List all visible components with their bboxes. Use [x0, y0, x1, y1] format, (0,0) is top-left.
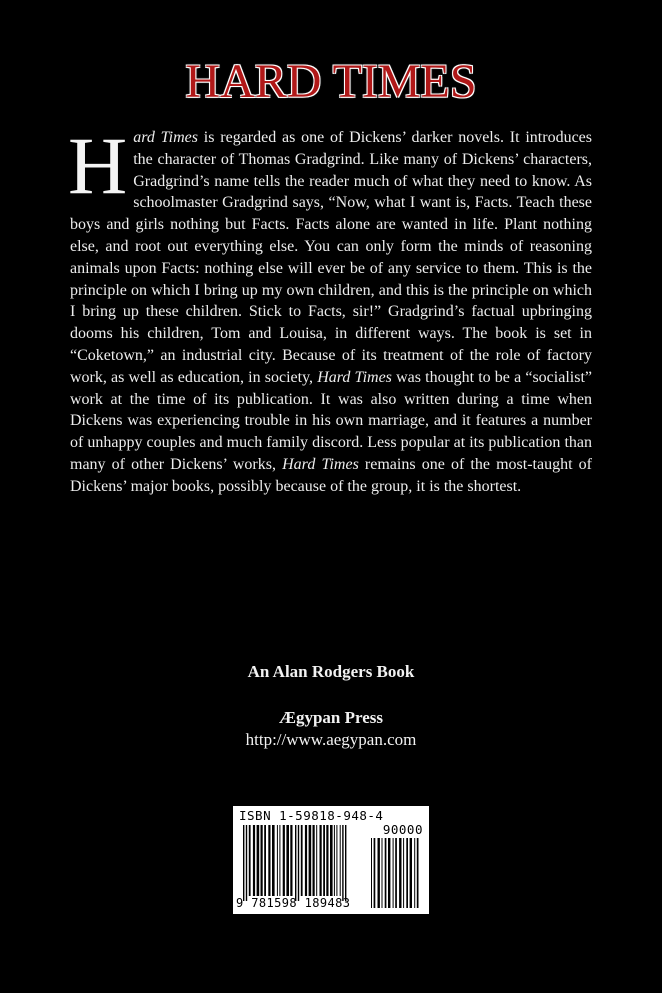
blurb-segment-1: is regarded as one of Dickens’ darker novels. It introduces the character of Thomas Gradgrind. Like many of Dickens’ characters, Gradgrind’s name tells the reader much of what they need to know. As schoolmaster Gradgrind says, “Now, what I want is, Facts. Teach these boys and girls nothing but Facts. Facts alone are wanted in life. Plant nothing else, and root out everything else. You can only form the minds of reasoning animals upon Facts: nothing else will ever be of any service to them. This is the principle on which I bring up my own children, and this is the principle on which I bring up these children. Stick to Facts, sir!” Gradgrind’s factual upbringing dooms his children, Tom and Louisa, in different ways. The book is set in “Coketown,” an industrial city. Because of its treatment of the role of factory work, as well as education, in society, — [70, 129, 592, 386]
barcode-bar — [334, 825, 335, 896]
barcode-bar — [414, 838, 415, 908]
barcode-bar — [286, 825, 289, 896]
barcode-bar — [342, 825, 343, 901]
barcode-bar — [382, 838, 383, 908]
barcode-bar — [403, 838, 404, 908]
barcode-bar — [374, 838, 376, 908]
publisher-name: Ægypan Press — [278, 708, 384, 727]
barcode-bar — [320, 825, 322, 896]
barcode-bar — [399, 838, 401, 908]
barcode-bar — [268, 825, 270, 896]
barcode-bar — [417, 838, 419, 908]
book-title: HARD TIMES — [185, 55, 477, 108]
barcode-bar — [309, 825, 312, 896]
barcode-bar — [277, 825, 278, 896]
barcode-bar — [410, 838, 412, 908]
barcode-bar — [323, 825, 325, 896]
barcode-bar — [393, 838, 394, 908]
blurb-segment-0: ard Times — [133, 129, 198, 146]
publisher-url: http://www.aegypan.com — [245, 730, 417, 749]
barcode-bar — [290, 825, 292, 896]
barcode-bar — [388, 838, 390, 908]
imprint-line: An Alan Rodgers Book — [247, 662, 415, 681]
barcode-bar — [272, 825, 275, 896]
barcode-bar — [316, 825, 317, 896]
isbn-label: ISBN 1-59818-948-4 — [239, 808, 384, 823]
barcode-bar — [385, 838, 387, 908]
barcode-bar — [257, 825, 260, 896]
barcode-bar — [249, 825, 251, 896]
drop-cap: H — [68, 120, 128, 211]
barcode-bar — [345, 825, 346, 901]
barcode-bar — [253, 825, 255, 896]
barcode-bar — [298, 825, 299, 901]
barcode-bar — [279, 825, 280, 896]
isbn-barcode — [233, 806, 429, 914]
barcode-bar — [395, 838, 397, 908]
blurb-segment-4: Hard Times — [282, 455, 359, 473]
barcode-bar — [336, 825, 337, 896]
barcode-bar — [295, 825, 296, 901]
barcode-bar — [326, 825, 328, 896]
blurb-segment-3: was thought to be a “socialist” work at the time of its publication. It was also written during a time when Dickens was experiencing trouble in his own marriage, and it features a number of unhappy couples and much family discord. Less popular at its publication than many of other Dickens’ works, — [70, 368, 592, 473]
barcode-bar — [378, 838, 380, 908]
barcode-bar — [330, 825, 333, 896]
barcode-bar — [301, 825, 303, 896]
back-cover-blurb — [68, 120, 593, 498]
barcode-bar — [305, 825, 307, 896]
barcode-bar — [243, 825, 244, 901]
barcode-bar — [283, 825, 285, 896]
barcode-bar — [340, 825, 341, 896]
barcode-bar — [313, 825, 315, 896]
barcode-bar — [371, 838, 372, 908]
ean-number: 9 781598 189483 — [236, 896, 351, 910]
barcode-bar — [261, 825, 263, 896]
barcode-bar — [264, 825, 266, 896]
blurb-segment-2: Hard Times — [317, 368, 392, 386]
price-code: 90000 — [382, 822, 423, 837]
blurb-segment-5: remains one of the most-taught of Dickens’ major books, possibly because of the group, it is the shortest. — [70, 455, 593, 495]
barcode-bar — [406, 838, 408, 908]
barcode-bar — [246, 825, 247, 901]
